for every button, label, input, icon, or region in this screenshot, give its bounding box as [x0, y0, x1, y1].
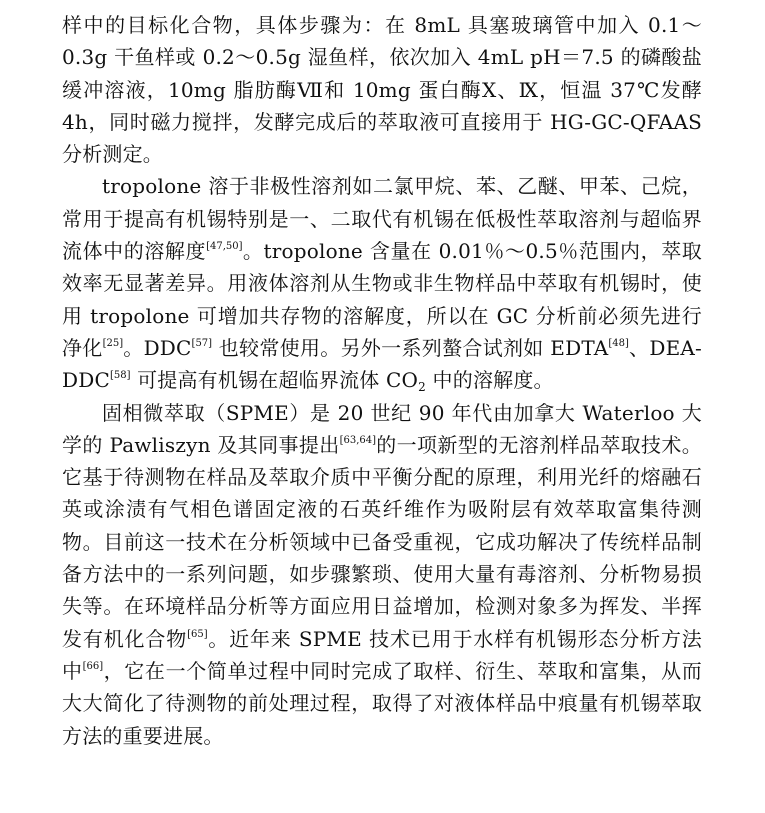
text-run: 固相微萃取（SPME）是 20 世纪 90 年代由加拿大 Waterloo 大学的 Pawliszyn 及其同事提出: [62, 400, 702, 457]
citation-ref: [65]: [187, 628, 208, 640]
text-run: 的一项新型的无溶剂样品萃取技术。它基于待测物在样品及萃取介质中平衡分配的原理，利用光纤的熔融石英或涂渍有气相色谱固定液的石英纤维作为吸附层有效萃取富集待测物。目前这一技术在分析领域中已备受重视，它成功解决了传统样品制备方法中的一系列问题，如步骤繁琐、使用大量有毒溶剂、分析物易损失等。在环境样品分析等方面应用日益增加，检测对象多为挥发、半挥发有机化合物: [62, 432, 702, 651]
citation-ref: [58]: [109, 370, 131, 382]
text-run: 、DEA-DDC: [62, 335, 702, 393]
paragraph-spme: [62, 397, 702, 752]
document-page: [62, 9, 702, 752]
citation-ref: [47,50]: [206, 241, 243, 253]
text-run: 也较常使用。另外一系列螯合试剂如 EDTA: [212, 335, 609, 360]
citation-ref: [63,64]: [339, 434, 377, 446]
citation-ref: [57]: [191, 337, 213, 349]
text-run: 。DDC: [123, 335, 192, 360]
text-run: 可提高有机锡在超临界流体 CO: [130, 368, 419, 393]
text-run: tropolone 溶于非极性溶剂如二氯甲烷、苯、乙醚、甲苯、己烷，常用于提高有机锡特别是一、二取代有机锡在低极性萃取溶剂与超临界流体中的溶解度: [62, 174, 702, 264]
text-run: 中的溶解度。: [425, 368, 554, 393]
text-run: 。tropolone 含量在 0.01％～0.5％范围内，萃取效率无显著差异。用液体溶剂从生物或非生物样品中萃取有机锡时，使用 tropolone 可增加共存物的溶解度，所以在 GC 分析前必须先进行净化: [62, 239, 702, 360]
citation-ref: [25]: [102, 337, 124, 349]
paragraph-tropolone: [62, 170, 702, 396]
citation-ref: [66]: [82, 660, 104, 672]
paragraph-continuation: [62, 9, 702, 170]
subscript: 2: [418, 380, 426, 395]
text-run: 。近年来 SPME 技术已用于水样有机锡形态分析方法中: [62, 626, 703, 683]
text-run: 样中的目标化合物，具体步骤为：在 8mL 具塞玻璃管中加入 0.1～0.3g 干鱼样或 0.2～0.5g 湿鱼样，依次加入 4mL pH＝7.5 的磷酸盐缓冲溶液，10mg 脂肪酶Ⅶ和 10mg 蛋白酶Ⅹ、Ⅸ，恒温 37℃发酵 4h，同时磁力搅拌，发酵完成后的萃取液可直接用于 HG-GC-QFAAS 分析测定。: [62, 13, 702, 167]
text-run: ，它在一个简单过程中同时完成了取样、衍生、萃取和富集，从而大大简化了待测物的前处理过程，取得了对液体样品中痕量有机锡萃取方法的重要进展。: [62, 658, 702, 748]
citation-ref: [48]: [608, 337, 629, 349]
